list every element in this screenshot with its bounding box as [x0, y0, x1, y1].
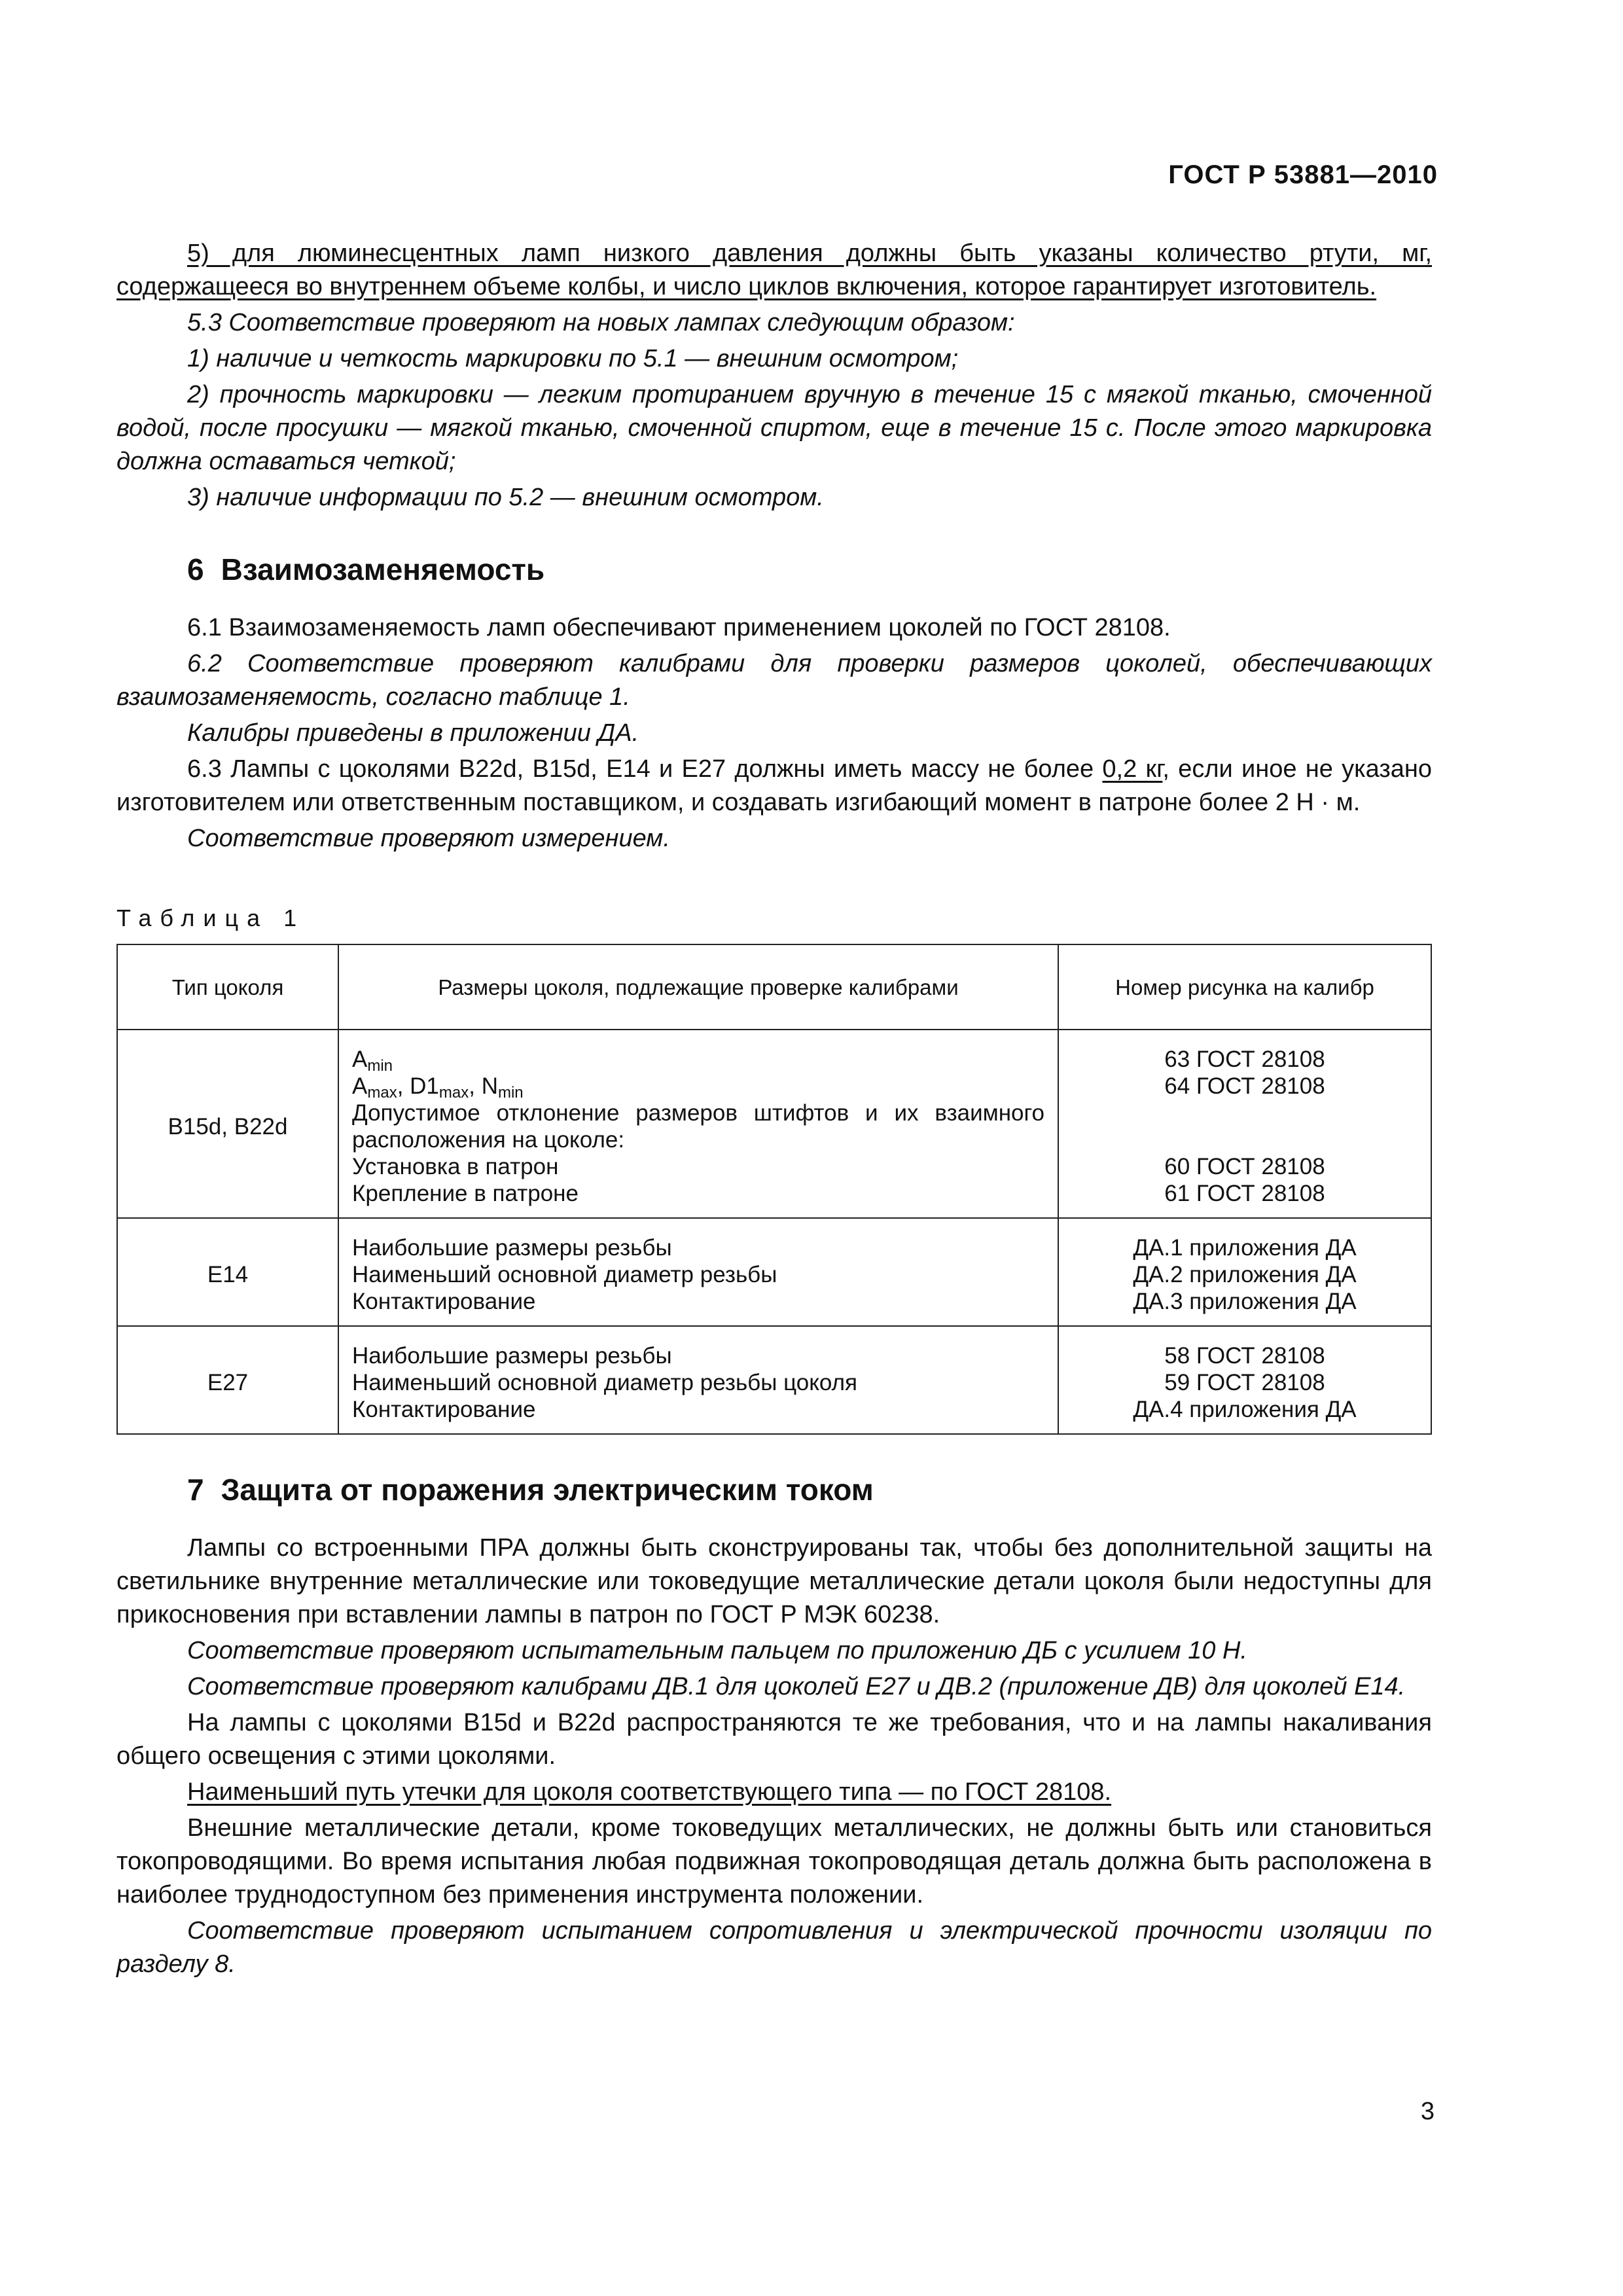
row-e27-figures [1058, 1326, 1431, 1434]
header-figure-number: Номер рисунка на калибр [1058, 944, 1431, 1030]
paragraph-7-3: Соответствие проверяют калибрами ДВ.1 для цоколей E27 и ДВ.2 (приложение ДВ) для цоколей E14. [187, 1673, 1406, 1700]
row-e27-dimensions [338, 1326, 1058, 1434]
fig-60: 60 ГОСТ 28108 [1164, 1154, 1325, 1179]
fig-59: 59 ГОСТ 28108 [1164, 1370, 1325, 1395]
fig-61: 61 ГОСТ 28108 [1164, 1181, 1325, 1206]
paragraph-7-5 [116, 1776, 1432, 1809]
table-row [117, 1218, 1431, 1326]
row-e14-dimensions [338, 1218, 1058, 1326]
paragraph-6-3-check: Соответствие проверяют измерением. [187, 825, 670, 852]
table-1 [116, 944, 1432, 1435]
paragraph-6-1: 6.1 Взаимозаменяемость ламп обеспечивают применением цоколей по ГОСТ 28108. [187, 614, 1171, 641]
paragraph-7-5-text: Наименьший путь утечки для цоколя соответствующего типа — по ГОСТ 28108. [187, 1778, 1112, 1806]
a-max-base: A [352, 1073, 368, 1099]
a-min-base: A [352, 1047, 368, 1072]
dim-retention: Крепление в патроне [352, 1181, 579, 1206]
header-dimensions: Размеры цоколя, подлежащие проверке калибрами [338, 944, 1058, 1030]
dim-contact: Контактирование [352, 1289, 536, 1314]
fig-da3: ДА.3 приложения ДА [1133, 1289, 1357, 1314]
paragraph-7-6: Внешние металлические детали, кроме токоведущих металлических, не должны быть или становиться токопроводящими. Во время испытания любая подвижная токопроводящая деталь должна быть расположена в наиболее труднодоступном без применения инструмента положении. [116, 1814, 1432, 1909]
standard-code-header: ГОСТ Р 53881—2010 [1168, 160, 1438, 189]
table-caption: Таблица 1 [116, 905, 306, 931]
mass-limit: 0,2 кг [1102, 755, 1163, 783]
d1-max-base: D1 [410, 1073, 439, 1099]
dim-insertion: Установка в патрон [352, 1154, 559, 1179]
paragraph-7-1: Лампы со встроенными ПРА должны быть сконструированы так, чтобы без дополнительной защиты на светильнике внутренние металлические или токоведущие металлические детали цоколя были недоступны для прикосновения при вставлении лампы в патрон по ГОСТ Р МЭК 60238. [116, 1534, 1432, 1628]
page-number: 3 [1420, 2098, 1435, 2125]
table-header-row [117, 944, 1431, 1030]
dim-thread-max: Наибольшие размеры резьбы [352, 1235, 672, 1261]
section-7-heading [116, 1471, 1432, 1508]
fig-64: 64 ГОСТ 28108 [1164, 1073, 1325, 1099]
fig-da2: ДА.2 приложения ДА [1133, 1262, 1357, 1287]
paragraph-6-3 [116, 753, 1432, 819]
row-b15d-figures [1058, 1030, 1431, 1218]
fig-58: 58 ГОСТ 28108 [1164, 1343, 1325, 1369]
n-min-base: N [481, 1073, 498, 1099]
separator: , [397, 1073, 410, 1099]
paragraph-5-item5: 5) для люминесцентных ламп низкого давления должны быть указаны количество ртути, мг, содержащееся во внутреннем объеме колбы, и число циклов включения, которое гарантирует изготовитель. [116, 240, 1432, 300]
fig-63: 63 ГОСТ 28108 [1164, 1047, 1325, 1072]
a-max-sub: max [367, 1084, 397, 1102]
dim-contact: Контактирование [352, 1397, 536, 1422]
fig-da1: ДА.1 приложения ДА [1133, 1235, 1357, 1261]
paragraph-7-2: Соответствие проверяют испытательным пальцем по приложению ДБ с усилием 10 Н. [187, 1637, 1247, 1664]
section-6-heading [116, 551, 1432, 588]
paragraph-6-2-note: Калибры приведены в приложении ДА. [187, 719, 639, 747]
dim-thread-min-diameter: Наименьший основной диаметр резьбы [352, 1262, 777, 1287]
separator: , [469, 1073, 482, 1099]
a-min-sub: min [367, 1057, 393, 1075]
fig-blank [1072, 1100, 1418, 1126]
paragraph-7-4: На лампы с цоколями B15d и B22d распространяются те же требования, что и на лампы накаливания общего освещения с этими цоколями. [116, 1709, 1432, 1770]
row-e14-figures [1058, 1218, 1431, 1326]
row-e14-type: E14 [117, 1218, 338, 1326]
fig-da4: ДА.4 приложения ДА [1133, 1397, 1357, 1422]
dim-thread-min-diameter: Наименьший основной диаметр резьбы цоколя [352, 1370, 857, 1395]
paragraph-5-3 [116, 306, 1432, 340]
paragraph-6-3-part2: , если иное не указано изготовителем или ответственным поставщиком, и создавать изгибающий момент в патроне более 2 Н · м. [116, 755, 1433, 816]
row-b15d-type: B15d, B22d [117, 1030, 338, 1218]
fig-blank [1072, 1126, 1418, 1153]
paragraph-7-7: Соответствие проверяют испытанием сопротивления и электрической прочности изоляции по разделу 8. [116, 1917, 1432, 1978]
dim-a-max-d1-n-min [352, 1073, 1044, 1100]
paragraph-6-3-part1: 6.3 Лампы с цоколями B22d, B15d, E14 и E27 должны иметь массу не более [187, 755, 1103, 783]
paragraph-5-3-2: 2) прочность маркировки — легким протиранием вручную в течение 15 с мягкой тканью, смоченной водой, после просушки — мягкой тканью, смоченной спиртом, еще в течение 15 с. После этого маркировка должна оставаться четкой; [116, 381, 1432, 475]
paragraph-5-3-text: 5.3 Соответствие проверяют на новых лампах следующим образом: [187, 309, 1015, 336]
paragraph-5-3-3: 3) наличие информации по 5.2 — внешним осмотром. [187, 484, 824, 511]
table-row [117, 1326, 1431, 1434]
row-e27-type: E27 [117, 1326, 338, 1434]
d1-max-sub: max [438, 1084, 469, 1102]
section-6-number: 6 [187, 552, 204, 586]
paragraph-5-3-1: 1) наличие и четкость маркировки по 5.1 — внешним осмотром; [187, 345, 959, 372]
dim-a-min [352, 1046, 1044, 1073]
document-body [116, 237, 1432, 1984]
dim-pin-position: расположения на цоколе: [352, 1127, 625, 1153]
row-b15d-dimensions [338, 1030, 1058, 1218]
table-row [117, 1030, 1431, 1218]
section-7-title: Защита от поражения электрическим током [221, 1473, 874, 1507]
paragraph-6-2: 6.2 Соответствие проверяют калибрами для проверки размеров цоколей, обеспечивающих взаимозаменяемость, согласно таблице 1. [116, 650, 1432, 711]
dim-thread-max: Наибольшие размеры резьбы [352, 1343, 672, 1369]
section-7-number: 7 [187, 1473, 204, 1507]
n-min-sub: min [497, 1084, 524, 1102]
dim-pin-deviation: Допустимое отклонение размеров штифтов и их взаимного [352, 1100, 1044, 1126]
section-6-title: Взаимозаменяемость [221, 552, 545, 586]
header-base-type: Тип цоколя [117, 944, 338, 1030]
